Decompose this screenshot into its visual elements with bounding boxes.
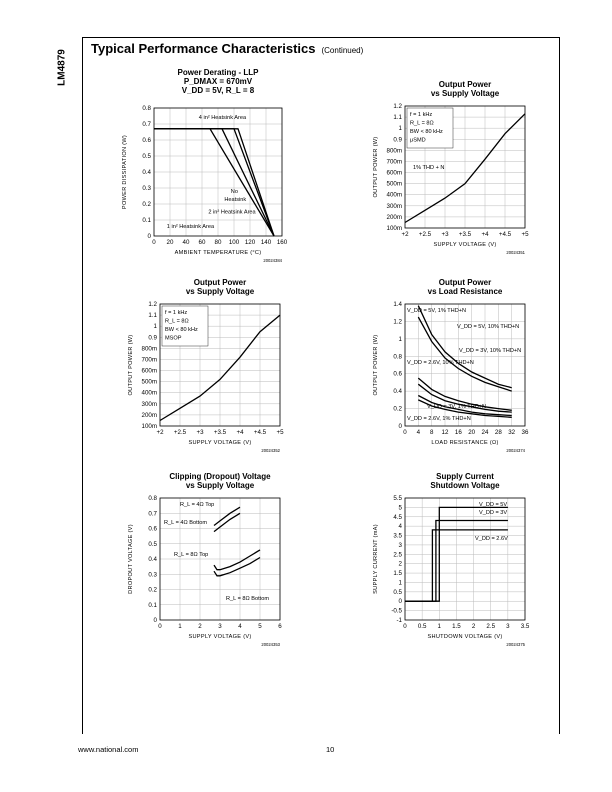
y-tick-label: 1.1 <box>148 312 157 320</box>
x-axis-label: SUPPLY VOLTAGE (V) <box>433 242 497 248</box>
y-tick-label: 100m <box>141 423 157 430</box>
chart-output-power-vs-load <box>365 276 545 466</box>
figure-code: 20024351 <box>506 250 525 255</box>
chart-supply-current <box>365 470 545 660</box>
y-tick-label: 4.5 <box>393 513 402 521</box>
y-tick-label: 0.2 <box>148 586 157 594</box>
y-axis-label: SUPPLY CURRENT (mA) <box>373 524 379 594</box>
x-tick-label: 160 <box>276 239 288 246</box>
y-tick-label: 800m <box>386 147 402 155</box>
x-tick-label: 140 <box>260 239 272 246</box>
series-label: R_L = 4Ω Bottom <box>164 520 207 526</box>
x-axis-label: LOAD RESISTANCE (Ω) <box>431 440 499 446</box>
legend-line: MSOP <box>165 335 182 342</box>
x-tick-label: +5 <box>521 231 529 238</box>
y-tick-label: 0.4 <box>142 169 151 176</box>
x-axis-label: SUPPLY VOLTAGE (V) <box>188 634 252 640</box>
y-tick-label: 1 <box>398 335 402 343</box>
y-tick-label: 0.4 <box>393 388 402 396</box>
x-axis-label: SHUTDOWN VOLTAGE (V) <box>427 634 503 640</box>
y-tick-label: 0.5 <box>393 588 402 596</box>
x-tick-label: +4.5 <box>498 231 512 238</box>
chart-title: V_DD = 5V, R_L = 8 <box>181 86 255 95</box>
y-tick-label: 0.2 <box>142 201 151 208</box>
y-tick-label: -1 <box>396 617 402 624</box>
chart-power-derating <box>120 66 300 276</box>
chart-title: vs Load Resistance <box>427 287 503 296</box>
curve-label: V_DD = 2.6V, 10% THD+N <box>407 360 474 366</box>
chart-title: vs Supply Voltage <box>185 481 255 490</box>
continued-note: (Continued) <box>321 46 364 55</box>
y-tick-label: 3.5 <box>393 532 402 540</box>
series-line <box>214 558 260 576</box>
y-tick-label: 5 <box>398 504 402 512</box>
y-tick-label: 600m <box>141 367 157 375</box>
x-tick-label: 36 <box>521 429 529 436</box>
chart-title: P_DMAX = 670mV <box>183 77 253 86</box>
x-tick-label: 40 <box>182 239 190 246</box>
x-tick-label: +4 <box>481 231 489 238</box>
y-tick-label: 100m <box>386 225 402 232</box>
annotation-label: No <box>230 188 238 195</box>
x-tick-label: 20 <box>468 429 476 436</box>
curve-label: V_DD = 2.6V, 1% THD+N <box>407 416 471 422</box>
y-tick-label: 0.5 <box>148 540 157 548</box>
y-tick-label: 1.4 <box>393 301 402 308</box>
x-tick-label: 16 <box>454 429 462 436</box>
y-tick-label: 1.1 <box>393 114 402 122</box>
figure-code: 20024384 <box>263 258 282 263</box>
x-tick-label: +2 <box>401 231 409 238</box>
figure-code: 20024352 <box>261 448 280 453</box>
x-tick-label: +2 <box>156 429 164 436</box>
y-tick-label: 1.2 <box>393 318 402 326</box>
y-tick-label: 0 <box>153 617 157 624</box>
x-tick-label: 1 <box>178 623 182 630</box>
y-tick-label: 0.3 <box>142 185 151 192</box>
x-tick-label: 1 <box>437 623 442 630</box>
y-tick-label: 0.3 <box>148 571 157 579</box>
y-tick-label: 0.6 <box>142 137 151 144</box>
y-tick-label: 300m <box>141 400 157 408</box>
y-tick-label: 1.2 <box>393 103 402 110</box>
y-tick-label: 0.1 <box>142 217 151 224</box>
x-tick-label: 28 <box>494 429 502 436</box>
legend-line: f = 1 kHz <box>410 112 433 118</box>
y-tick-label: 0.8 <box>142 105 151 112</box>
x-tick-label: +4 <box>236 429 244 436</box>
y-tick-label: 400m <box>386 191 402 199</box>
y-tick-label: 500m <box>141 378 157 386</box>
x-tick-label: 3.5 <box>520 623 530 630</box>
y-tick-label: 0.1 <box>148 601 157 609</box>
y-tick-label: 600m <box>386 169 402 177</box>
chart-dropout-voltage <box>120 470 300 660</box>
y-tick-label: 5.5 <box>393 495 402 502</box>
legend-line: R_L = 8Ω <box>410 120 434 127</box>
x-tick-label: +3 <box>441 231 449 238</box>
y-tick-label: 700m <box>386 158 402 166</box>
x-tick-label: 20 <box>166 239 174 246</box>
y-tick-label: 0.8 <box>393 353 402 361</box>
y-tick-label: 2 <box>398 560 402 568</box>
series-label: V_DD = 3V <box>479 510 508 516</box>
annotation-label: Heatsink <box>224 196 247 203</box>
curve-label: V_DD = 3V, 1% THD+N <box>427 404 487 410</box>
legend-line: R_L = 8Ω <box>165 318 189 325</box>
legend-line: f = 1 kHz <box>165 310 188 316</box>
series-label: 1% THD + N <box>413 165 445 171</box>
curve-label: V_DD = 3V, 10% THD+N <box>459 348 522 354</box>
series-label: R_L = 8Ω Bottom <box>226 596 269 602</box>
x-tick-label: 0.5 <box>417 623 427 630</box>
legend-line: μSMD <box>410 137 426 144</box>
y-tick-label: -0.5 <box>391 607 402 615</box>
y-tick-label: 0 <box>398 423 402 430</box>
y-tick-label: 4 <box>398 523 402 531</box>
y-tick-label: 300m <box>386 202 402 210</box>
series-label: V_DD = 5V <box>479 502 508 508</box>
series-label: V_DD = 2.6V <box>475 536 508 542</box>
y-tick-label: 1.2 <box>148 301 157 308</box>
y-axis-label: OUTPUT POWER (W) <box>373 334 379 396</box>
y-tick-label: 3 <box>398 541 402 549</box>
curve-label: V_DD = 5V, 1% THD+N <box>407 308 467 314</box>
y-axis-label: OUTPUT POWER (W) <box>373 136 379 198</box>
y-tick-label: 0.6 <box>393 370 402 378</box>
y-tick-label: 400m <box>141 389 157 397</box>
chart-title: Power Derating - LLP <box>177 68 259 77</box>
y-tick-label: 0 <box>398 598 402 606</box>
y-tick-label: 0.2 <box>393 405 402 413</box>
x-tick-label: 0 <box>152 239 156 246</box>
x-tick-label: 60 <box>198 239 206 246</box>
x-tick-label: 120 <box>244 239 256 246</box>
annotation-label: 1 in² Heatsink Area <box>166 224 215 230</box>
x-tick-label: +5 <box>276 429 284 436</box>
x-tick-label: 1.5 <box>452 623 461 630</box>
chart-output-power-vs-supply-usmd <box>365 78 545 268</box>
y-tick-label: 700m <box>141 356 157 364</box>
x-tick-label: 32 <box>508 429 516 436</box>
y-tick-label: 0 <box>147 233 151 240</box>
chart-title: Supply Current <box>436 472 494 481</box>
y-tick-label: 200m <box>386 213 402 221</box>
series-label: R_L = 4Ω Top <box>180 502 215 508</box>
x-tick-label: 24 <box>481 429 489 436</box>
x-tick-label: +4.5 <box>253 429 267 436</box>
y-tick-label: 0.6 <box>148 525 157 533</box>
x-tick-label: +2.5 <box>173 429 187 436</box>
x-axis-label: SUPPLY VOLTAGE (V) <box>188 440 252 446</box>
y-tick-label: 1.5 <box>393 570 402 578</box>
x-tick-label: +3.5 <box>458 231 472 238</box>
y-tick-label: 2.5 <box>393 551 402 559</box>
chart-title: Clipping (Dropout) Voltage <box>169 472 271 481</box>
y-axis-label: OUTPUT POWER (W) <box>128 334 134 396</box>
annotation-label: 2 in² Heatsink Area <box>208 209 256 216</box>
x-tick-label: 2 <box>471 623 476 630</box>
figure-code: 20024353 <box>261 642 280 647</box>
y-tick-label: 0.9 <box>148 334 157 342</box>
legend-line: BW < 80 kHz <box>410 129 443 135</box>
x-tick-label: 6 <box>278 623 282 630</box>
x-tick-label: 5 <box>258 623 262 630</box>
x-tick-label: 4 <box>238 623 242 630</box>
x-tick-label: 4 <box>416 429 421 436</box>
x-tick-label: 100 <box>228 239 240 246</box>
y-tick-label: 0.5 <box>142 153 151 160</box>
series-line <box>418 306 511 388</box>
x-tick-label: 2 <box>198 623 202 630</box>
y-tick-label: 0.7 <box>142 121 151 128</box>
chart-output-power-vs-supply-msop <box>120 276 300 466</box>
series-line <box>214 550 260 570</box>
chart-title: vs Supply Voltage <box>185 287 255 296</box>
x-tick-label: 2.5 <box>486 623 496 630</box>
footer-page-number: 10 <box>326 745 335 754</box>
chart-title: Output Power <box>193 278 247 287</box>
chart-title: vs Supply Voltage <box>430 89 500 98</box>
x-tick-label: +3 <box>196 429 204 436</box>
y-axis-label: POWER DISSIPATION (W) <box>122 134 128 210</box>
page-title: Typical Performance Characteristics (Continued) <box>91 41 364 56</box>
y-tick-label: 1 <box>153 323 157 331</box>
x-tick-label: 3 <box>506 623 510 630</box>
y-tick-label: 800m <box>141 345 157 353</box>
chart-title: Output Power <box>438 278 492 287</box>
x-tick-label: 0 <box>158 623 162 630</box>
x-tick-label: 8 <box>429 429 434 436</box>
x-tick-label: 3 <box>218 623 222 630</box>
figure-code: 20024374 <box>506 448 525 453</box>
curve-label: V_DD = 5V, 10% THD+N <box>457 324 520 330</box>
part-number-label: LM4879 <box>56 49 68 86</box>
x-tick-label: +2.5 <box>418 231 432 238</box>
figure-code: 20024375 <box>506 642 525 647</box>
series-label: R_L = 8Ω Top <box>174 552 209 558</box>
y-axis-label: DROPOUT VOLTAGE (V) <box>128 524 134 594</box>
x-axis-label: AMBIENT TEMPERATURE (°C) <box>174 250 262 256</box>
y-tick-label: 0.8 <box>148 495 157 502</box>
y-tick-label: 500m <box>386 180 402 188</box>
x-tick-label: +3.5 <box>213 429 227 436</box>
x-tick-label: 80 <box>214 239 222 246</box>
y-tick-label: 0.7 <box>148 510 157 518</box>
y-tick-label: 0.4 <box>148 556 157 563</box>
chart-title: Output Power <box>438 80 492 89</box>
x-tick-label: 0 <box>403 623 407 630</box>
legend-line: BW < 80 kHz <box>165 327 198 333</box>
x-tick-label: 12 <box>441 429 449 436</box>
x-tick-label: 0 <box>403 429 407 436</box>
chart-title: Shutdown Voltage <box>430 481 500 490</box>
y-tick-label: 200m <box>141 411 157 419</box>
footer-website: www.national.com <box>78 745 139 754</box>
y-tick-label: 0.9 <box>393 136 402 144</box>
y-tick-label: 1 <box>398 579 402 587</box>
y-tick-label: 1 <box>398 125 402 133</box>
annotation-label: 4 in² Heatsink Area <box>198 115 247 122</box>
